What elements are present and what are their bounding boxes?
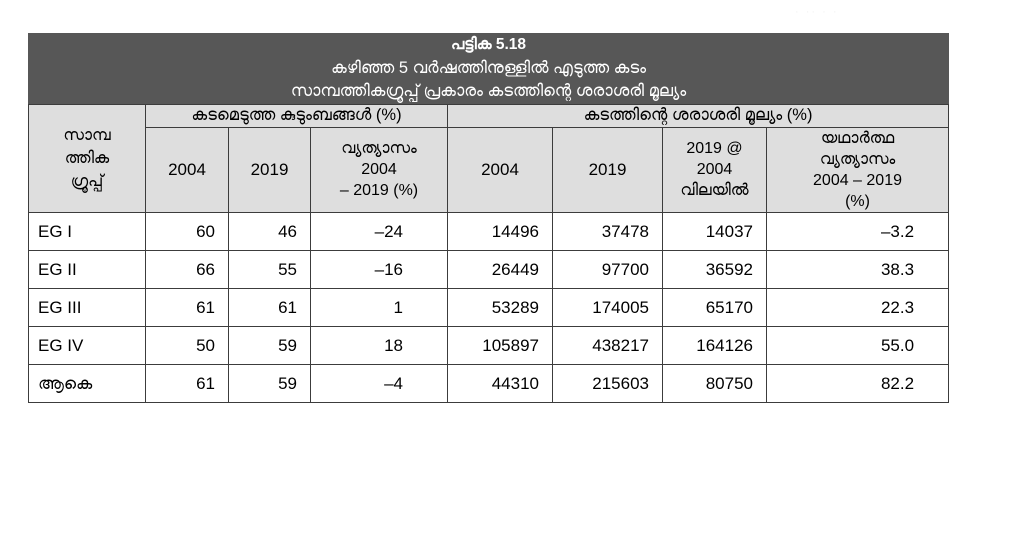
cell-value-2019-at-2004: 36592 [663,251,767,289]
header-col-hh-2004: 2004 [146,127,229,212]
cell-value-2019-at-2004: 164126 [663,327,767,365]
header-col-hh-2019: 2019 [229,127,311,212]
cell-real-difference: 22.3 [767,289,949,327]
header-col-value-2019: 2019 [553,127,663,212]
cell-hh-2019: 61 [229,289,311,327]
row-label: EG III [29,289,146,327]
cell-hh-2019: 59 [229,365,311,403]
cell-hh-difference: –4 [311,365,448,403]
header-group-indebted-households: കടമെടുത്ത കുടുംബങ്ങൾ (%) [146,104,448,127]
stub-line-3: ഗ്രൂപ്പ് [70,173,104,191]
table-row [29,289,949,327]
cell-hh-2004: 66 [146,251,229,289]
table-row [29,213,949,251]
header-subcolumn-row [29,127,949,212]
statistical-table-container [28,33,948,403]
table-row [29,251,949,289]
cell-value-2004: 14496 [448,213,553,251]
cell-value-2019-at-2004: 80750 [663,365,767,403]
cell-value-2019: 37478 [553,213,663,251]
cell-real-difference: –3.2 [767,213,949,251]
value-2019at-line-1: 2019 @ [686,140,743,158]
real-diff-line-1: യഥാർത്ഥ [820,129,895,147]
cell-value-2004: 26449 [448,251,553,289]
cell-value-2019: 97700 [553,251,663,289]
cropped-text-fragment: · ·· · · [795,6,839,16]
cell-hh-difference: 18 [311,327,448,365]
cell-value-2004: 53289 [448,289,553,327]
table-row [29,327,949,365]
caption-line-3: സാമ്പത്തികഗ്രൂപ്പ് പ്രകാരം കടത്തിന്റെ ശരാശരി മൂല്യം [290,82,687,101]
cell-value-2019-at-2004: 14037 [663,213,767,251]
value-2019at-line-3: വിലയിൽ [680,182,749,200]
cell-real-difference: 38.3 [767,251,949,289]
table-caption-row [29,34,949,105]
hh-diff-line-1: വ്യത്യാസം [341,140,417,158]
header-col-real-difference [767,127,949,212]
cell-hh-2004: 61 [146,289,229,327]
header-col-value-2004: 2004 [448,127,553,212]
cell-hh-difference: 1 [311,289,448,327]
row-label-total: ആകെ [29,365,146,403]
cell-hh-2019: 55 [229,251,311,289]
header-stub-economic-group [29,104,146,212]
hh-diff-line-3: – 2019 (%) [339,182,419,200]
cell-hh-2004: 61 [146,365,229,403]
real-diff-line-3: 2004 – 2019 [813,171,902,189]
cell-real-difference: 55.0 [767,327,949,365]
header-col-hh-difference [311,127,448,212]
cell-value-2019-at-2004: 65170 [663,289,767,327]
cell-value-2004: 105897 [448,327,553,365]
cell-hh-difference: –24 [311,213,448,251]
cell-hh-2004: 50 [146,327,229,365]
hh-diff-line-2: 2004 [361,161,397,179]
cell-value-2004: 44310 [448,365,553,403]
value-2019at-line-2: 2004 [696,161,733,179]
header-col-value-2019-at-2004-prices [663,127,767,212]
header-group-average-debt-value: കടത്തിന്റെ ശരാശരി മൂല്യം (%) [448,104,949,127]
cell-hh-difference: –16 [311,251,448,289]
cell-value-2019: 174005 [553,289,663,327]
cell-hh-2019: 46 [229,213,311,251]
header-group-row [29,104,949,127]
table-caption [29,34,949,105]
row-label: EG II [29,251,146,289]
stub-line-1: സാമ്പ [63,126,111,144]
cell-value-2019: 438217 [553,327,663,365]
table-row [29,365,949,403]
real-diff-line-2: വ്യത്യാസം [819,150,896,168]
row-label: EG I [29,213,146,251]
caption-table-number: പട്ടിക 5.18 [451,36,526,53]
statistical-table [28,33,949,403]
stub-line-2: ത്തിക [64,149,110,167]
row-label: EG IV [29,327,146,365]
cell-hh-2004: 60 [146,213,229,251]
cell-value-2019: 215603 [553,365,663,403]
cell-real-difference: 82.2 [767,365,949,403]
real-diff-line-4: (%) [845,192,870,210]
cell-hh-2019: 59 [229,327,311,365]
caption-line-2: കഴിഞ്ഞ 5 വർഷത്തിനുള്ളിൽ എടുത്ത കടം [330,59,647,77]
